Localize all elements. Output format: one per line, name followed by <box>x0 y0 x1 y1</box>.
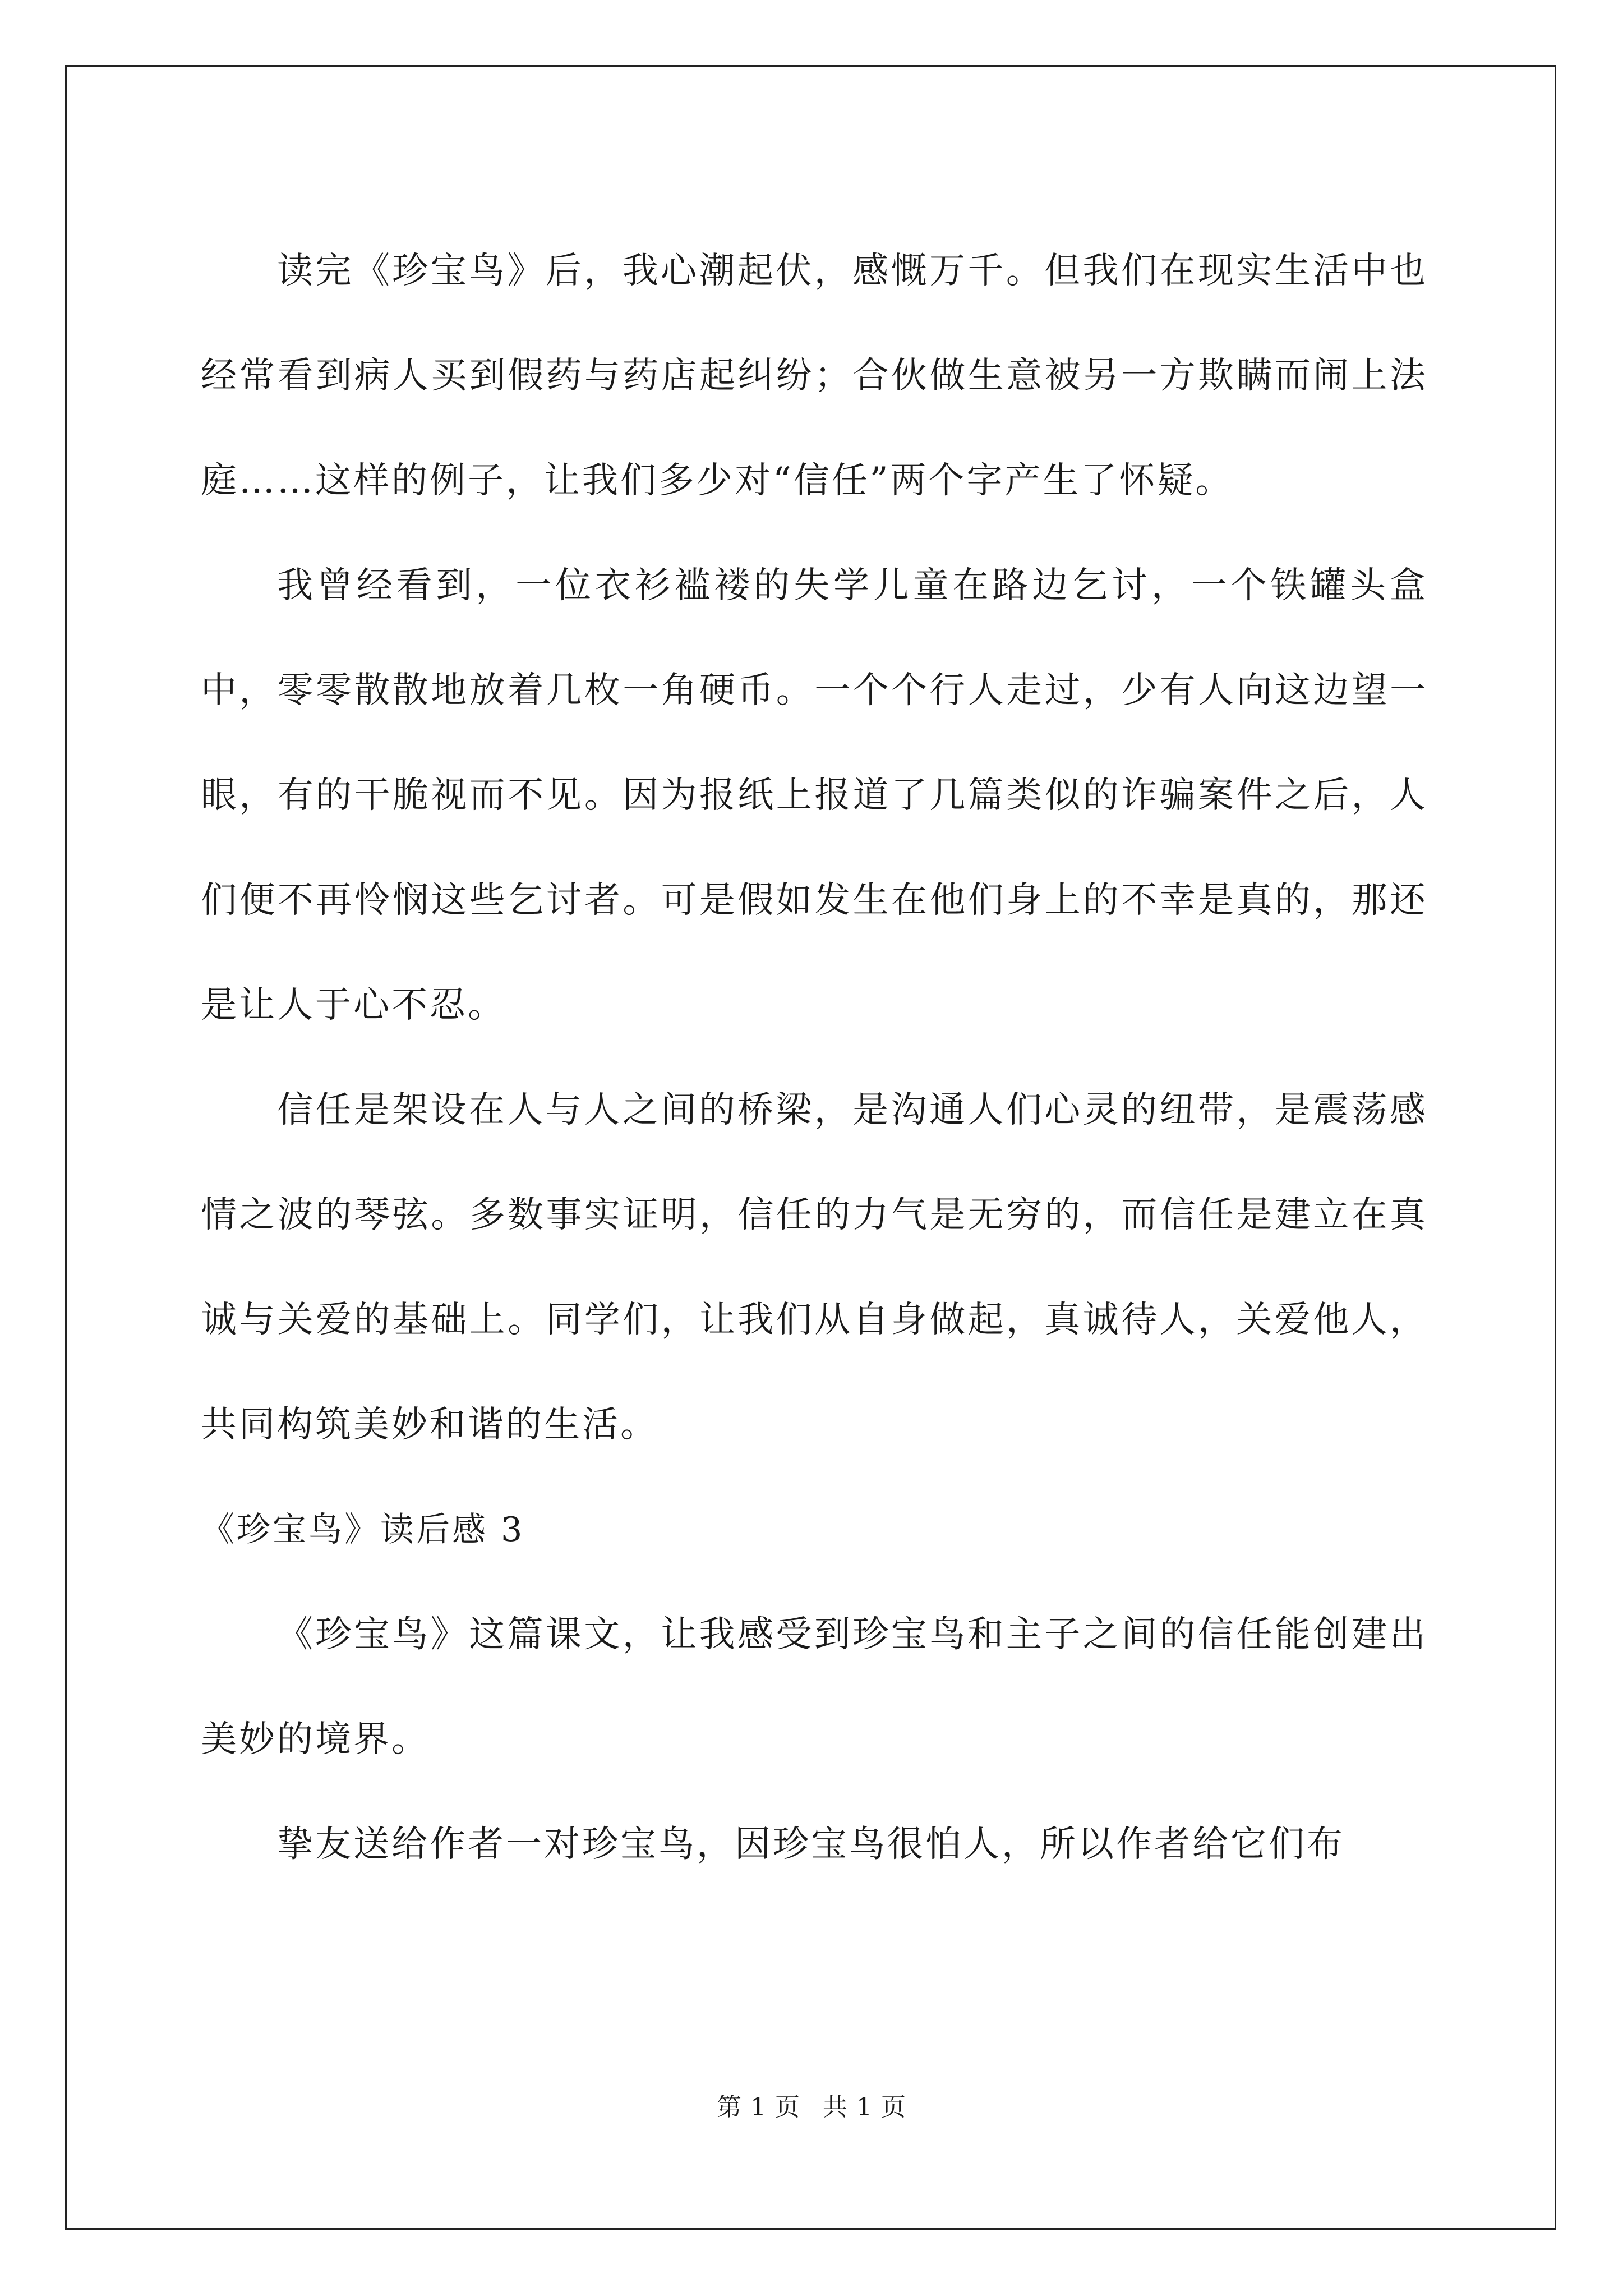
paragraph-3: 信任是架设在人与人之间的桥梁，是沟通人们心灵的纽带，是震荡感情之波的琴弦。多数事实证明，信任的力气是无穷的，而信任是建立在真诚与关爱的基础上。同学们，让我们从自身做起，真诚待人，关爱他人，共同构筑美妙和谐的生活。 <box>201 1089 1428 1446</box>
page-footer <box>0 2087 1623 2123</box>
section-paragraph-2: 挚友送给作者一对珍宝鸟，因珍宝鸟很怕人，所以作者给它们布 <box>277 1824 1345 1865</box>
section-paragraph-1: 《珍宝鸟》这篇课文，让我感受到珍宝鸟和主子之间的信任能创建出美妙的境界。 <box>201 1614 1428 1760</box>
paragraph-2: 我曾经看到，一位衣衫褴褛的失学儿童在路边乞讨，一个铁罐头盒中，零零散散地放着几枚一角硬币。一个个行人走过，少有人向这边望一眼，有的干脆视而不见。因为报纸上报道了几篇类似的诈骗案件之后，人们便不再怜悯这些乞讨者。可是假如发生在他们身上的不幸是真的，那还是让人于心不忍。 <box>201 565 1428 1026</box>
paragraph-1: 读完《珍宝鸟》后，我心潮起伏，感慨万千。但我们在现实生活中也经常看到病人买到假药与药店起纠纷；合伙做生意被另一方欺瞒而闹上法庭……这样的例子，让我们多少对“信任”两个字产生了怀疑。 <box>201 250 1428 501</box>
page-number: 第 1 页 <box>717 2093 800 2122</box>
page-total: 共 1 页 <box>823 2093 906 2122</box>
section-heading: 《珍宝鸟》读后感 3 <box>201 1510 525 1549</box>
document-body <box>201 219 1428 1897</box>
